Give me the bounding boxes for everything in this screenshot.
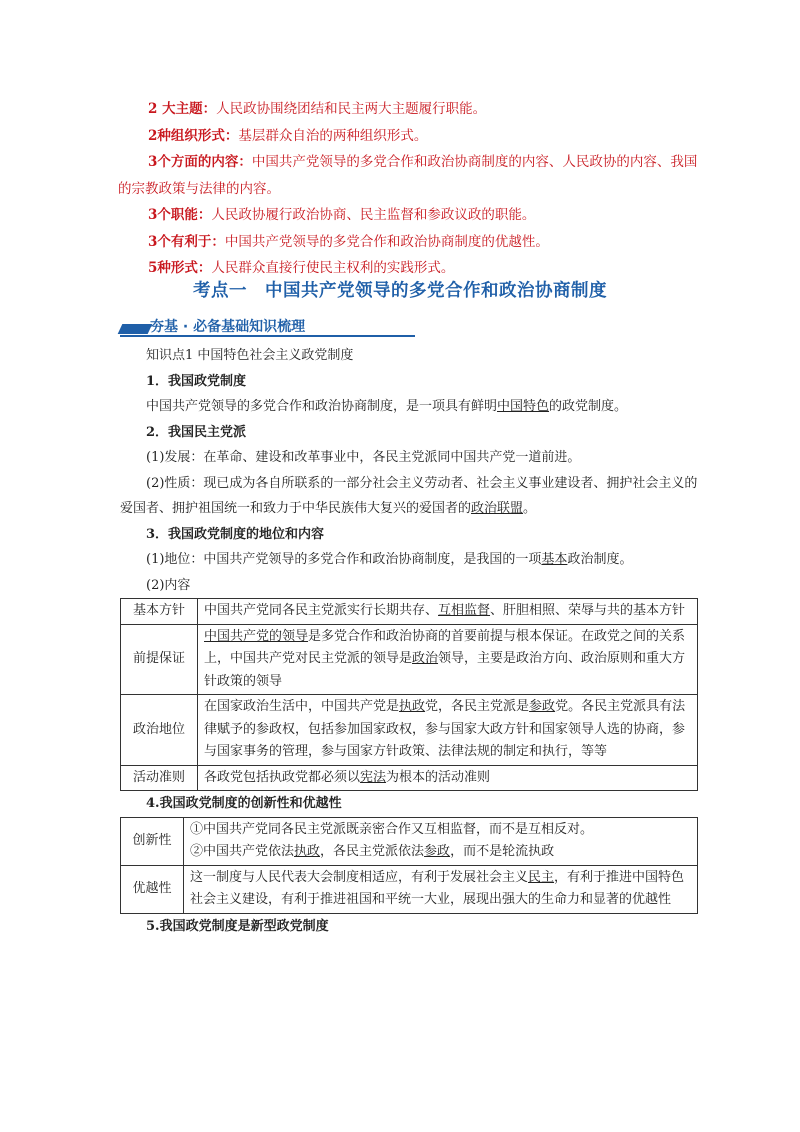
section-title: 考点一 中国共产党领导的多党合作和政治协商制度: [193, 281, 607, 301]
knowledge-point-title: 知识点1 中国特色社会主义政党制度: [146, 348, 354, 363]
summary-item: 3个有利于：中国共产党领导的多党合作和政治协商制度的优越性。: [148, 233, 549, 250]
table-cell: 在国家政治生活中，中国共产党是执政党，各民主党派是参政党。各民主党派具有法律赋予的参政权，包括参加国家政权，参与国家大政方针和国家领导人选的协商，参与国家事务的管理，参与国家方针政策、法律法规的制定和执行，等等: [198, 695, 698, 766]
paragraph: (2)性质：现已成为各自所联系的一部分社会主义劳动者、社会主义事业建设者、拥护社会主义的爱国者、拥护祖国统一和致力于中华民族伟大复兴的爱国者的政治联盟。: [120, 475, 698, 516]
summary-item: 3个职能：人民政协履行政治协商、民主监督和参政议政的职能。: [148, 207, 536, 223]
summary-item: 2种组织形式：基层群众自治的两种组织形式。: [148, 127, 428, 144]
table-row: [121, 695, 698, 766]
heading-3: 3．我国政党制度的地位和内容: [146, 526, 325, 542]
table-cell: 各政党包括执政党都必须以宪法为根本的活动准则: [198, 765, 698, 791]
heading-5: 5.我国政党制度是新型政党制度: [146, 918, 329, 934]
section-banner: 夯基 · 必备基础知识梳理: [120, 315, 415, 337]
summary-item: 3个方面的内容：中国共产党领导的多党合作和政治协商制度的内容、人民政协的内容、我国的宗教政策与法律的内容。: [118, 154, 698, 197]
summary-list: [118, 96, 698, 282]
row-header: 基本方针: [121, 599, 198, 625]
table-cell: 这一制度与人民代表大会制度相适应，有利于发展社会主义民主，有利于推进中国特色社会主义建设，有利于推进祖国和平统一大业，展现出强大的生命力和显著的优越性: [184, 865, 698, 913]
row-header: 优越性: [121, 865, 184, 913]
heading-4: 4.我国政党制度的创新性和优越性: [146, 796, 342, 811]
content-table: [120, 598, 698, 791]
row-header: 活动准则: [121, 765, 198, 791]
table-cell: 中国共产党同各民主党派实行长期共存、互相监督、肝胆相照、荣辱与共的基本方针: [198, 599, 698, 625]
banner-underline: [120, 335, 415, 337]
table-row: [121, 817, 698, 865]
table-cell: ①中国共产党同各民主党派既亲密合作又互相监督，而不是互相反对。 ②中国共产党依法执政，各民主党派依法参政，而不是轮流执政: [184, 817, 698, 865]
table-row: [121, 624, 698, 695]
table-row: [121, 865, 698, 913]
summary-item: 5种形式：人民群众直接行使民主权利的实践形式。: [148, 260, 455, 276]
row-header: 前提保证: [121, 624, 198, 695]
summary-item: 2 大主题：人民政协围绕团结和民主两大主题履行职能。: [148, 101, 487, 117]
table-row: [121, 765, 698, 791]
innovation-table: [120, 817, 698, 914]
paragraph: (1)地位：中国共产党领导的多党合作和政治协商制度，是我国的一项基本政治制度。: [146, 552, 633, 567]
heading-1: 1．我国政党制度: [146, 373, 247, 389]
heading-2: 2．我国民主党派: [146, 424, 247, 440]
paragraph: (1)发展：在革命、建设和改革事业中，各民主党派同中国共产党一道前进。: [146, 450, 581, 465]
row-header: 政治地位: [121, 695, 198, 766]
paragraph: 中国共产党领导的多党合作和政治协商制度，是一项具有鲜明中国特色的政党制度。: [146, 399, 628, 414]
paragraph: (2)内容: [146, 577, 191, 593]
table-cell: 中国共产党的领导是多党合作和政治协商的首要前提与根本保证。在政党之间的关系上，中国共产党对民主党派的领导是政治领导，主要是政治方向、政治原则和重大方针政策的领导: [198, 624, 698, 695]
banner-bar-decoration: [118, 324, 153, 334]
knowledge-body: [120, 343, 700, 939]
table-row: [121, 599, 698, 625]
row-header: 创新性: [121, 817, 184, 865]
